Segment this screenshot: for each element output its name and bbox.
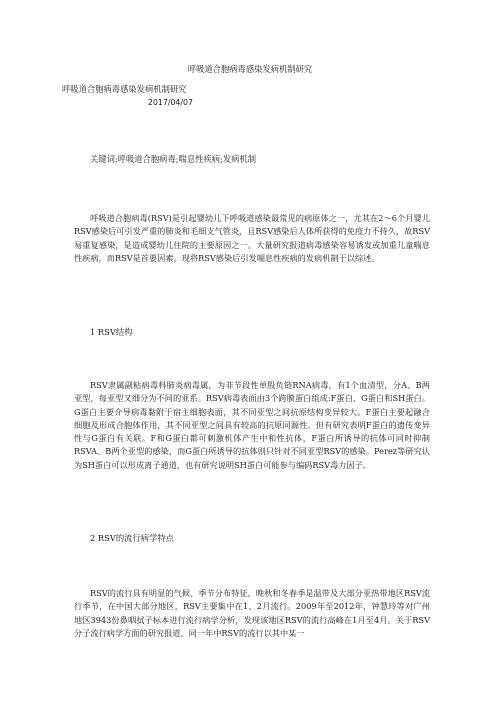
section-paragraph-epidemiology: RSV的流行具有明显的气候、季节分布特征，晚秋和冬春季是温带及大部分亚热带地区RSV流行季节，在中国大部分地区，RSV主要集中在1、2月流行。2009年至2012年，钟慧玲等对广州地区3943份鼻咽拭子标本进行流行病学分析，发现该地区RSV的流行高峰在1月至4月。关于RSV分子流行病学方面的研究报道，同一年中RSV的流行以其中某一 xyxy=(74,588,430,638)
section-heading-epidemiology: 2 RSV的流行病学特点 xyxy=(90,533,174,543)
publish-date: 2017/04/07 xyxy=(148,98,193,107)
intro-paragraph: 呼吸道合胞病毒(RSV)是引起婴幼儿下呼吸道感染最常见的病原体之一，尤其在2～6个月婴儿RSV感染后可引发严重的肺炎和毛细支气管炎，且RSV感染后人体所获得的免疫力不持久，故RSV易重复感染，是造成婴幼儿住院的主要原因之一。大量研究报道病毒感染容易诱发或加重儿童喘息性疾病，而RSV是首要因素。现将RSV感染后引发喘息性疾病的发病机制于以综述。 xyxy=(74,213,430,263)
section-heading-structure: 1 RSV结构 xyxy=(90,327,133,337)
document-title: 呼吸道合胞病毒感染发病机制研究 xyxy=(187,64,313,74)
section-paragraph-structure: RSV隶属副粘病毒科肺炎病毒属，为非节段性单股负链RNA病毒，有1个血清型，分A、B两亚型，每亚型又细分为不同的亚系。RSV病毒表面由3个跨膜蛋白组成:F蛋白、G蛋白和SH蛋白。G蛋白主要介导病毒黏附于宿主细胞表面，其不同亚型之间抗原结构变异较大。F蛋白主要起融合细胞及形成合胞体作用，其不同亚型之间具有较高的抗原同源性。但有研究表明F蛋白的遗传变异性与G蛋白有关联。F和G蛋白都可刺激机体产生中和性抗体，F蛋白所诱导的抗体可同时抑制RSVA、B两个亚型的感染，而G蛋白所诱导的抗体则只针对不同亚型RSV的感染。Perez等研究认为SH蛋白可以形成离子通道，也有研究说明SH蛋白可能参与编码RSV毒力因子。 xyxy=(74,380,430,470)
keywords-line: 关键词:呼吸道合胞病毒;喘息性疾病;发病机制 xyxy=(90,154,257,164)
document-subtitle: 呼吸道合胞病毒感染发病机制研究 xyxy=(62,84,187,94)
